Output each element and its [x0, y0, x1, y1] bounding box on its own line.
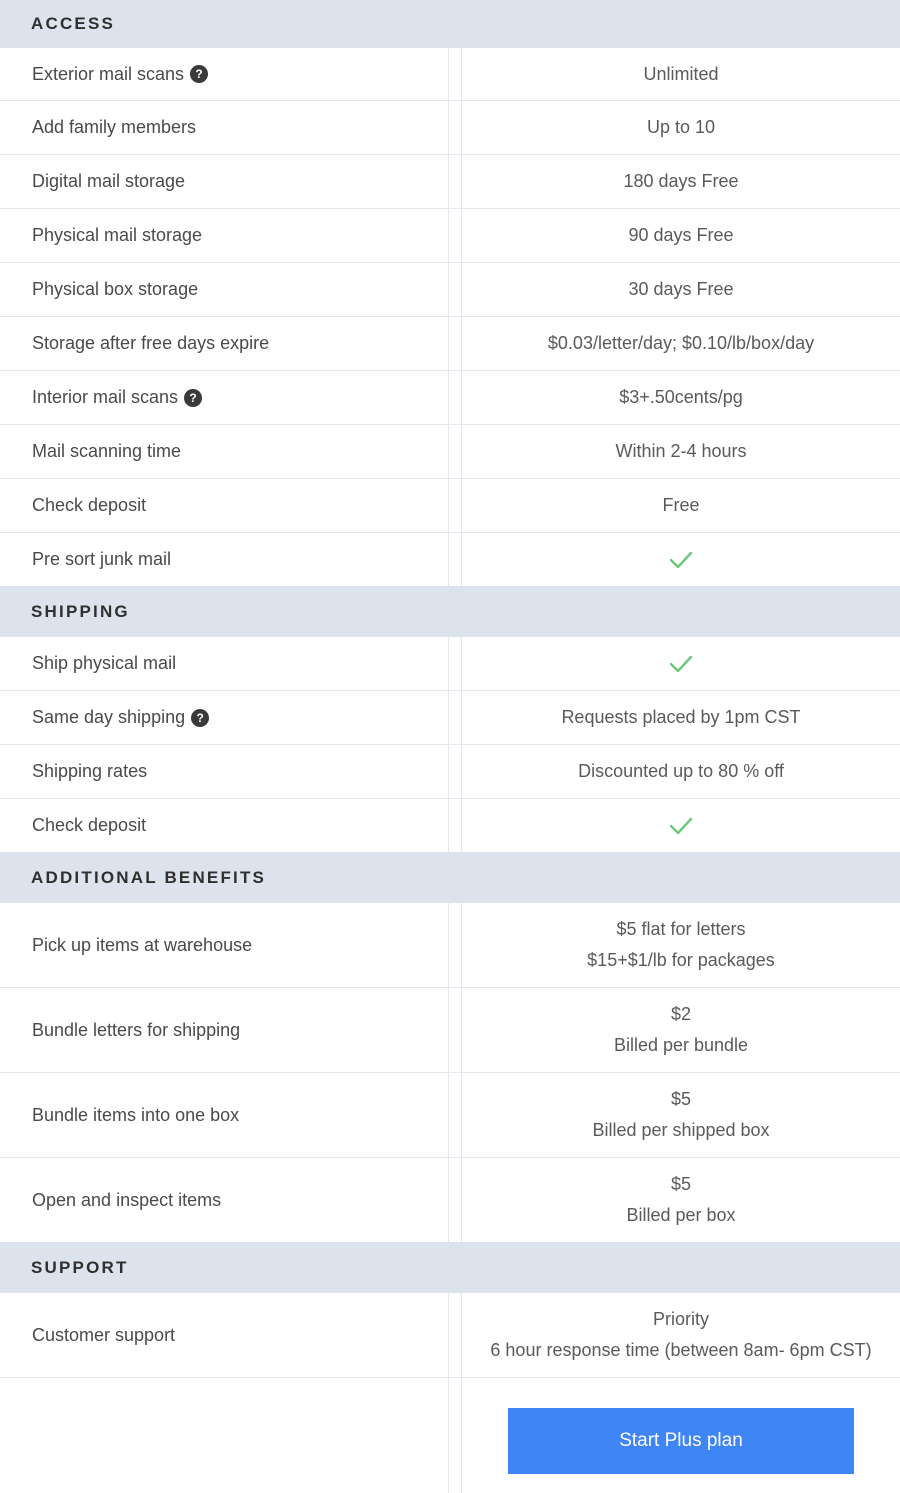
- table-row: [0, 799, 900, 852]
- table-row: [0, 1073, 900, 1158]
- row-value: Free: [662, 495, 700, 515]
- row-value: 30 days Free: [628, 279, 734, 299]
- table-row: [0, 637, 900, 691]
- table-row: [0, 371, 900, 425]
- table-row: [0, 479, 900, 533]
- row-value: 90 days Free: [628, 225, 734, 245]
- row-label: Digital mail storage: [32, 171, 186, 191]
- column-divider: [448, 371, 462, 424]
- row-label: Customer support: [32, 1324, 176, 1345]
- table-row: [0, 263, 900, 317]
- section-header-support: SUPPORT: [0, 1242, 900, 1293]
- row-value: Unlimited: [643, 63, 719, 84]
- row-value-line2: Billed per shipped box: [592, 1120, 770, 1140]
- row-label: Check deposit: [32, 815, 147, 835]
- help-icon[interactable]: ?: [191, 709, 209, 727]
- table-row: [0, 209, 900, 263]
- row-value-line1: Priority: [652, 1309, 709, 1329]
- help-icon[interactable]: ?: [184, 389, 202, 407]
- row-value-line1: $5 flat for letters: [616, 919, 746, 939]
- table-row: [0, 155, 900, 209]
- column-divider: [448, 1158, 462, 1242]
- column-divider: [448, 209, 462, 262]
- table-row: [0, 988, 900, 1073]
- row-label: Check deposit: [32, 495, 147, 515]
- column-divider: [448, 155, 462, 208]
- column-divider: [448, 533, 462, 586]
- column-divider: [448, 317, 462, 370]
- section-header-additional-benefits: ADDITIONAL BENEFITS: [0, 852, 900, 903]
- row-value: Within 2-4 hours: [615, 441, 747, 461]
- table-row: [0, 1293, 900, 1378]
- table-row: [0, 317, 900, 371]
- row-label: Add family members: [32, 117, 197, 137]
- table-row: [0, 48, 900, 101]
- column-divider: [448, 1073, 462, 1157]
- row-value-line1: $2: [670, 1004, 692, 1024]
- row-label: Exterior mail scans: [32, 63, 185, 84]
- row-value: 180 days Free: [623, 171, 739, 191]
- column-divider: [448, 101, 462, 154]
- table-row: [0, 101, 900, 155]
- row-label: Mail scanning time: [32, 441, 182, 461]
- section-header-shipping: SHIPPING: [0, 586, 900, 637]
- table-row: [0, 533, 900, 586]
- row-label: Same day shipping: [32, 707, 186, 727]
- check-icon: [669, 817, 693, 835]
- row-label: Interior mail scans: [32, 387, 179, 407]
- table-row: [0, 745, 900, 799]
- row-value: $0.03/letter/day; $0.10/lb/box/day: [547, 333, 815, 353]
- row-value-line1: $5: [670, 1174, 692, 1194]
- column-divider: [448, 479, 462, 532]
- start-plus-plan-button[interactable]: Start Plus plan: [508, 1408, 854, 1474]
- column-divider: [448, 263, 462, 316]
- cta-row: [0, 1378, 900, 1493]
- row-label: Bundle items into one box: [32, 1104, 240, 1125]
- row-value: $3+.50cents/pg: [619, 387, 743, 407]
- column-divider: [448, 691, 462, 744]
- column-divider: [448, 745, 462, 798]
- check-icon: [669, 551, 693, 569]
- column-divider: [448, 1378, 462, 1493]
- table-row: [0, 903, 900, 988]
- row-label: Shipping rates: [32, 761, 148, 781]
- row-label: Physical mail storage: [32, 225, 203, 245]
- check-icon: [669, 655, 693, 673]
- column-divider: [448, 988, 462, 1072]
- row-value-line2: Billed per bundle: [613, 1035, 749, 1055]
- column-divider: [448, 1293, 462, 1377]
- column-divider: [448, 48, 462, 100]
- row-value-line2: 6 hour response time (between 8am- 6pm CST): [490, 1340, 872, 1360]
- row-value-line2: $15+$1/lb for packages: [587, 950, 775, 970]
- row-label: Pick up items at warehouse: [32, 934, 253, 955]
- help-icon[interactable]: ?: [190, 65, 208, 83]
- column-divider: [448, 425, 462, 478]
- row-label: Storage after free days expire: [32, 333, 270, 353]
- row-label: Ship physical mail: [32, 653, 177, 673]
- row-value: Requests placed by 1pm CST: [561, 707, 801, 727]
- row-label: Physical box storage: [32, 279, 199, 299]
- table-row: [0, 1158, 900, 1242]
- row-label: Open and inspect items: [32, 1189, 222, 1210]
- table-row: [0, 691, 900, 745]
- column-divider: [448, 637, 462, 690]
- row-value: Up to 10: [646, 117, 716, 137]
- column-divider: [448, 799, 462, 852]
- column-divider: [448, 903, 462, 987]
- row-label: Pre sort junk mail: [32, 549, 172, 569]
- row-value-line1: $5: [670, 1089, 692, 1109]
- section-header-access: ACCESS: [0, 0, 900, 48]
- table-row: [0, 425, 900, 479]
- row-label: Bundle letters for shipping: [32, 1019, 241, 1040]
- row-value: Discounted up to 80 % off: [578, 761, 784, 781]
- row-value-line2: Billed per box: [626, 1205, 736, 1225]
